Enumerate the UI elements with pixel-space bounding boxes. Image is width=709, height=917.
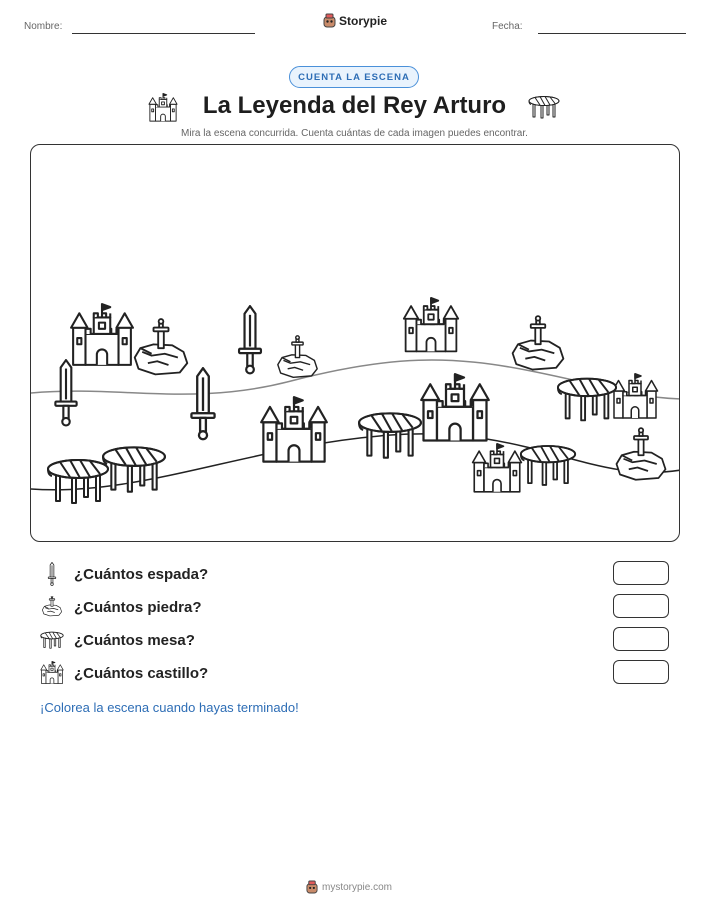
question-stones	[40, 595, 670, 619]
stone-icon	[135, 319, 188, 374]
stone-icon	[278, 336, 317, 377]
page-title: La Leyenda del Rey Arturo	[202, 92, 507, 119]
question-text: ¿Cuántos piedra?	[74, 598, 202, 616]
footer-url[interactable]: mystorypie.com	[322, 881, 393, 893]
table-icon	[40, 631, 64, 649]
table-icon	[103, 447, 165, 491]
table-icon	[558, 379, 616, 421]
sword-icon	[46, 562, 58, 586]
answer-box-tables[interactable]	[613, 627, 669, 651]
coloring-note: ¡Colorea la escena cuando hayas terminado!	[40, 700, 299, 715]
question-text: ¿Cuántos espada?	[74, 565, 209, 583]
question-text: ¿Cuántos mesa?	[74, 631, 195, 649]
activity-badge: CUENTA LA ESCENA	[289, 66, 419, 88]
castle-icon	[71, 304, 133, 365]
table-icon	[48, 460, 108, 503]
castle-icon	[261, 397, 327, 462]
question-swords	[40, 562, 670, 586]
answer-box-stones[interactable]	[613, 594, 669, 618]
castle-icon	[421, 374, 489, 440]
name-field[interactable]	[72, 33, 255, 34]
castle-icon	[404, 298, 458, 351]
sword-icon	[191, 368, 214, 439]
footer	[306, 880, 392, 894]
table-icon	[528, 94, 560, 120]
storypie-logo-icon	[323, 13, 336, 28]
scene-illustration	[30, 144, 680, 542]
date-field[interactable]	[538, 33, 686, 34]
brand-name: Storypie	[339, 13, 388, 28]
answer-box-castles[interactable]	[613, 660, 669, 684]
date-label: Fecha:	[492, 21, 523, 32]
stone-icon	[617, 428, 666, 480]
instructions: Mira la escena concurrida. Cuenta cuántas de cada imagen puedes encontrar.	[181, 128, 528, 139]
castle-icon	[40, 661, 64, 685]
storypie-logo-icon	[306, 880, 318, 894]
stone-icon	[41, 596, 63, 618]
storypie-logo	[323, 13, 387, 28]
castle-icon	[613, 374, 658, 418]
sword-icon	[55, 360, 76, 425]
table-icon	[521, 446, 575, 485]
stone-icon	[513, 316, 564, 369]
castle-icon	[473, 444, 522, 492]
sword-icon	[239, 306, 261, 373]
question-text: ¿Cuántos castillo?	[74, 664, 209, 682]
question-castles	[40, 661, 670, 685]
question-tables	[40, 628, 670, 652]
name-label: Nombre:	[24, 21, 63, 32]
answer-box-swords[interactable]	[613, 561, 669, 585]
